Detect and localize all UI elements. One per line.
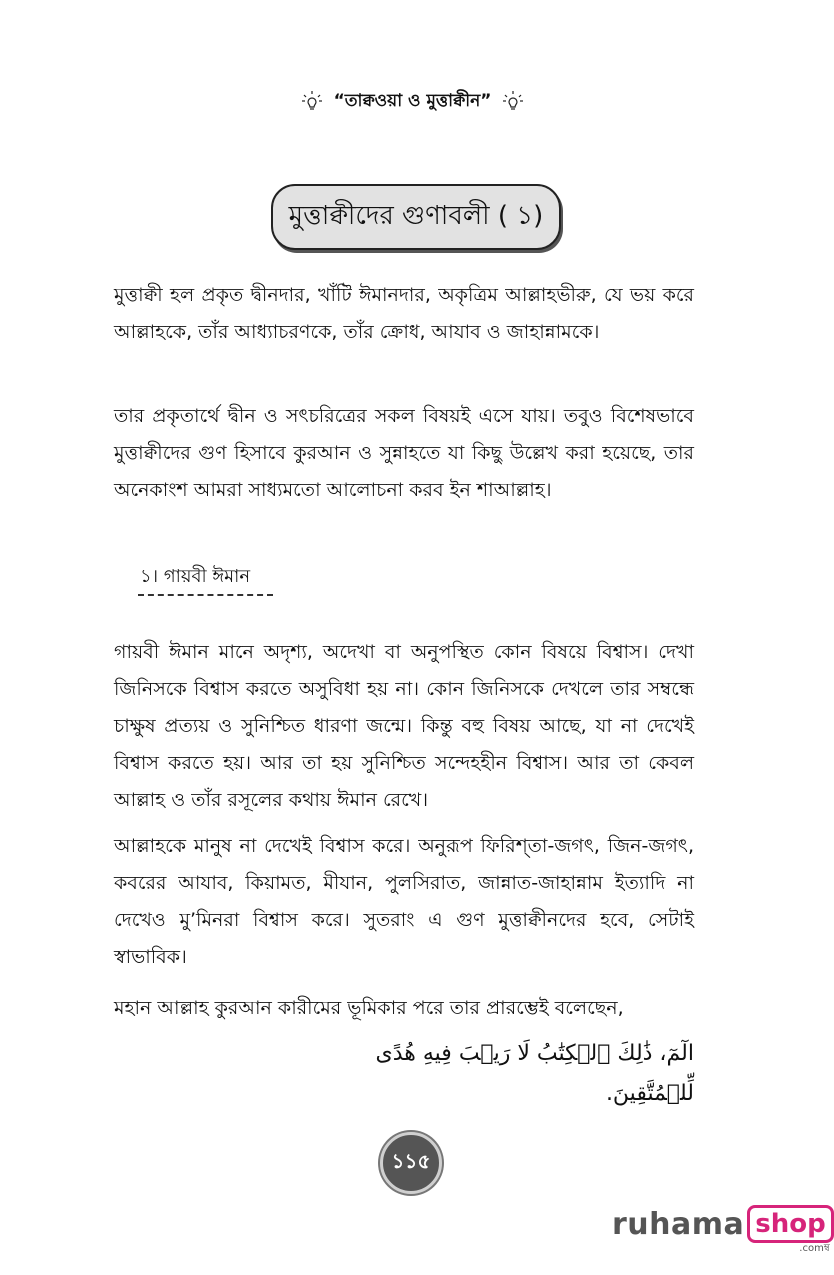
- page-number: [380, 1132, 442, 1194]
- body-paragraph: তার প্রকৃতার্থে দ্বীন ও সৎচরিত্রের সকল বিষয়ই এসে যায়। তবুও বিশেষভাবে মুত্তাক্বীদের গুণ হিসাবে কুরআন ও সুন্নাহতে যা কিছু উল্লেখ করা হয়েছে, তার অনেকাংশ আমরা সাধ্যমতো আলোচনা করব ইন শাআল্লাহ।: [114, 405, 694, 501]
- lightbulb-icon: [302, 91, 322, 111]
- chapter-title: মুত্তাক্বীদের গুণাবলী ( ১): [288, 201, 544, 231]
- watermark-domain: .comম্ব: [799, 1243, 830, 1254]
- body-paragraph: মহান আল্লাহ কুরআন কারীমের ভূমিকার পরে তার প্রারম্ভেই বলেছেন,: [114, 997, 624, 1019]
- body-paragraph: আল্লাহকে মানুষ না দেখেই বিশ্বাস করে। অনুরূপ ফিরিশ্‌তা-জগৎ, জিন-জগৎ, কবরের আযাব, কিয়ামত, মীযান, পুলসিরাত, জান্নাত-জাহান্নাম ইত্যাদি না দেখেও মু’মিনরা বিশ্বাস করে। সুতরাং এ গুণ মুত্তাক্বীনদের হবে, সেটাই স্বাভাবিক।: [114, 835, 694, 968]
- ruhamashop-watermark: [612, 1205, 834, 1255]
- lightbulb-icon: [503, 91, 523, 111]
- watermark-brand-right: shop: [747, 1205, 833, 1243]
- running-header-title: “তাক্বওয়া ও মুত্তাক্বীন”: [333, 91, 492, 111]
- body-paragraph: গায়বী ঈমান মানে অদৃশ্য, অদেখা বা অনুপস্থিত কোন বিষয়ে বিশ্বাস। দেখা জিনিসকে বিশ্বাস করতে অসুবিধা হয় না। কোন জিনিসকে দেখলে তার সম্বন্ধে চাক্ষুষ প্রত্যয় ও সুনিশ্চিত ধারণা জন্মে। কিন্তু বহু বিষয় আছে, যা না দেখেই বিশ্বাস করতে হয়। আর তা হয় সুনিশ্চিত সন্দেহহীন বিশ্বাস। আর তা কেবল আল্লাহ ও তাঁর রসূলের কথায় ঈমান রেখে।: [114, 641, 694, 811]
- watermark-brand-left: ruhama: [612, 1207, 745, 1242]
- running-header: [0, 88, 825, 116]
- body-paragraph: মুত্তাক্বী হল প্রকৃত দ্বীনদার, খাঁটি ঈমানদার, অকৃত্রিম আল্লাহভীরু, যে ভয় করে আল্লাহকে, তাঁর আধ্যাচরণকে, তাঁর ক্রোধ, আযাব ও জাহান্নামকে।: [114, 284, 694, 343]
- heading-underline: [138, 594, 273, 596]
- page-number-text: ১১৫: [391, 1148, 431, 1173]
- arabic-verse: الٓمٓ، ذَٰلِكَ ٱلۡكِتَٰبُ لَا رَيۡبَ فِيهِ هُدًى لِّلۡمُتَّقِينَ.: [375, 1041, 694, 1106]
- section-heading: ১। গায়বী ঈমান: [140, 566, 251, 587]
- watermark-shop-badge: [747, 1205, 833, 1254]
- chapter-title-box: [271, 184, 561, 250]
